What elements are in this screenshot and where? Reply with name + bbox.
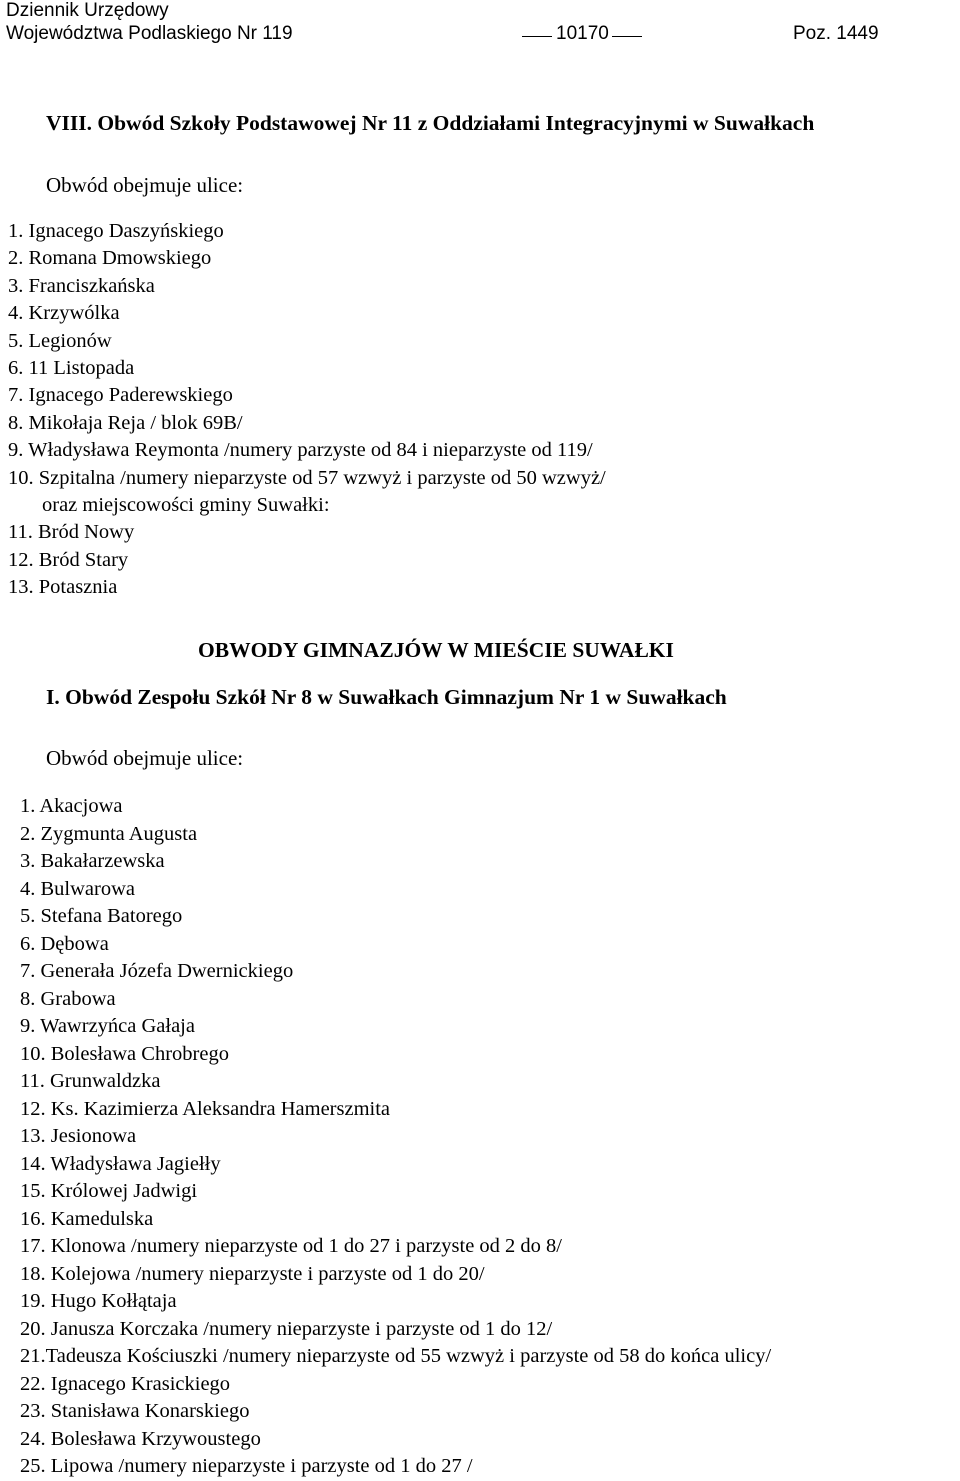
list-item: 4. Bulwarowa — [20, 877, 136, 900]
list-item: 8. Mikołaja Reja / blok 69B/ — [8, 411, 243, 434]
journal-title-line2: Województwa Podlaskiego Nr 119 — [6, 23, 293, 44]
list-item: 16. Kamedulska — [20, 1207, 154, 1230]
list-item: 10. Szpitalna /numery nieparzyste od 57 wzwyż i parzyste od 50 wzwyż/ — [8, 466, 606, 489]
section-i-street-list — [20, 793, 771, 1481]
list-item: 9. Wawrzyńca Gałaja — [20, 1015, 195, 1038]
section-viii-intro: Obwód obejmuje ulice: — [46, 173, 244, 197]
list-item: 1. Ignacego Daszyńskiego — [8, 220, 224, 242]
list-item: 12. Bród Stary — [8, 548, 129, 571]
position-number: Poz. 1449 — [793, 23, 879, 44]
list-item: 10. Bolesława Chrobrego — [20, 1042, 229, 1065]
list-item: 2. Romana Dmowskiego — [8, 247, 212, 270]
list-item: 3. Franciszkańska — [8, 274, 155, 297]
list-item: 3. Bakałarzewska — [20, 850, 165, 873]
gimnazja-heading: OBWODY GIMNAZJÓW W MIEŚCIE SUWAŁKI — [198, 638, 674, 662]
list-item: 6. 11 Listopada — [8, 356, 135, 379]
list-item: 25. Lipowa /numery nieparzyste i parzyste od 1 do 27 / — [20, 1455, 473, 1478]
list-item: 19. Hugo Kołłątaja — [20, 1290, 177, 1313]
list-item: 5. Stefana Batorego — [20, 905, 183, 928]
list-item: 21.Tadeusza Kościuszki /numery nieparzyste od 55 wzwyż i parzyste od 58 do końca ulicy/ — [20, 1345, 772, 1368]
list-item: 14. Władysława Jagiełły — [20, 1152, 221, 1175]
list-item: 1. Akacjowa — [20, 795, 123, 817]
list-item: 7. Ignacego Paderewskiego — [8, 384, 233, 407]
list-item: 13. Potasznia — [8, 576, 118, 599]
header-dash-right — [612, 36, 642, 37]
list-item-continuation: oraz miejscowości gminy Suwałki: — [42, 493, 330, 516]
section-viii-street-list — [8, 218, 606, 601]
list-item: 8. Grabowa — [20, 987, 116, 1010]
list-item: 11. Bród Nowy — [8, 521, 135, 544]
list-item: 11. Grunwaldzka — [20, 1070, 161, 1093]
list-item: 24. Bolesława Krzywoustego — [20, 1427, 261, 1450]
journal-title-line1: Dziennik Urzędowy — [6, 0, 169, 21]
list-item: 20. Janusza Korczaka /numery nieparzyste i parzyste od 1 do 12/ — [20, 1317, 553, 1340]
header-dash-left — [522, 36, 552, 37]
list-item: 15. Królowej Jadwigi — [20, 1180, 198, 1203]
page-number: 10170 — [556, 23, 609, 44]
list-item: 17. Klonowa /numery nieparzyste od 1 do 27 i parzyste od 2 do 8/ — [20, 1235, 562, 1258]
list-item: 2. Zygmunta Augusta — [20, 822, 198, 845]
section-i-title: I. Obwód Zespołu Szkół Nr 8 w Suwałkach Gimnazjum Nr 1 w Suwałkach — [46, 685, 727, 709]
section-i-intro: Obwód obejmuje ulice: — [46, 746, 244, 770]
list-item: 4. Krzywólka — [8, 302, 120, 325]
list-item: 18. Kolejowa /numery nieparzyste i parzyste od 1 do 20/ — [20, 1262, 485, 1285]
list-item: 7. Generała Józefa Dwernickiego — [20, 960, 294, 983]
list-item: 22. Ignacego Krasickiego — [20, 1372, 231, 1395]
list-item: 9. Władysława Reymonta /numery parzyste od 84 i nieparzyste od 119/ — [8, 439, 593, 462]
list-item: 23. Stanisława Konarskiego — [20, 1400, 250, 1423]
section-viii-title: VIII. Obwód Szkoły Podstawowej Nr 11 z Oddziałami Integracyjnymi w Suwałkach — [46, 111, 815, 135]
list-item: 12. Ks. Kazimierza Aleksandra Hamerszmita — [20, 1097, 391, 1120]
list-item: 5. Legionów — [8, 329, 112, 352]
list-item: 13. Jesionowa — [20, 1125, 137, 1148]
list-item: 6. Dębowa — [20, 932, 109, 955]
